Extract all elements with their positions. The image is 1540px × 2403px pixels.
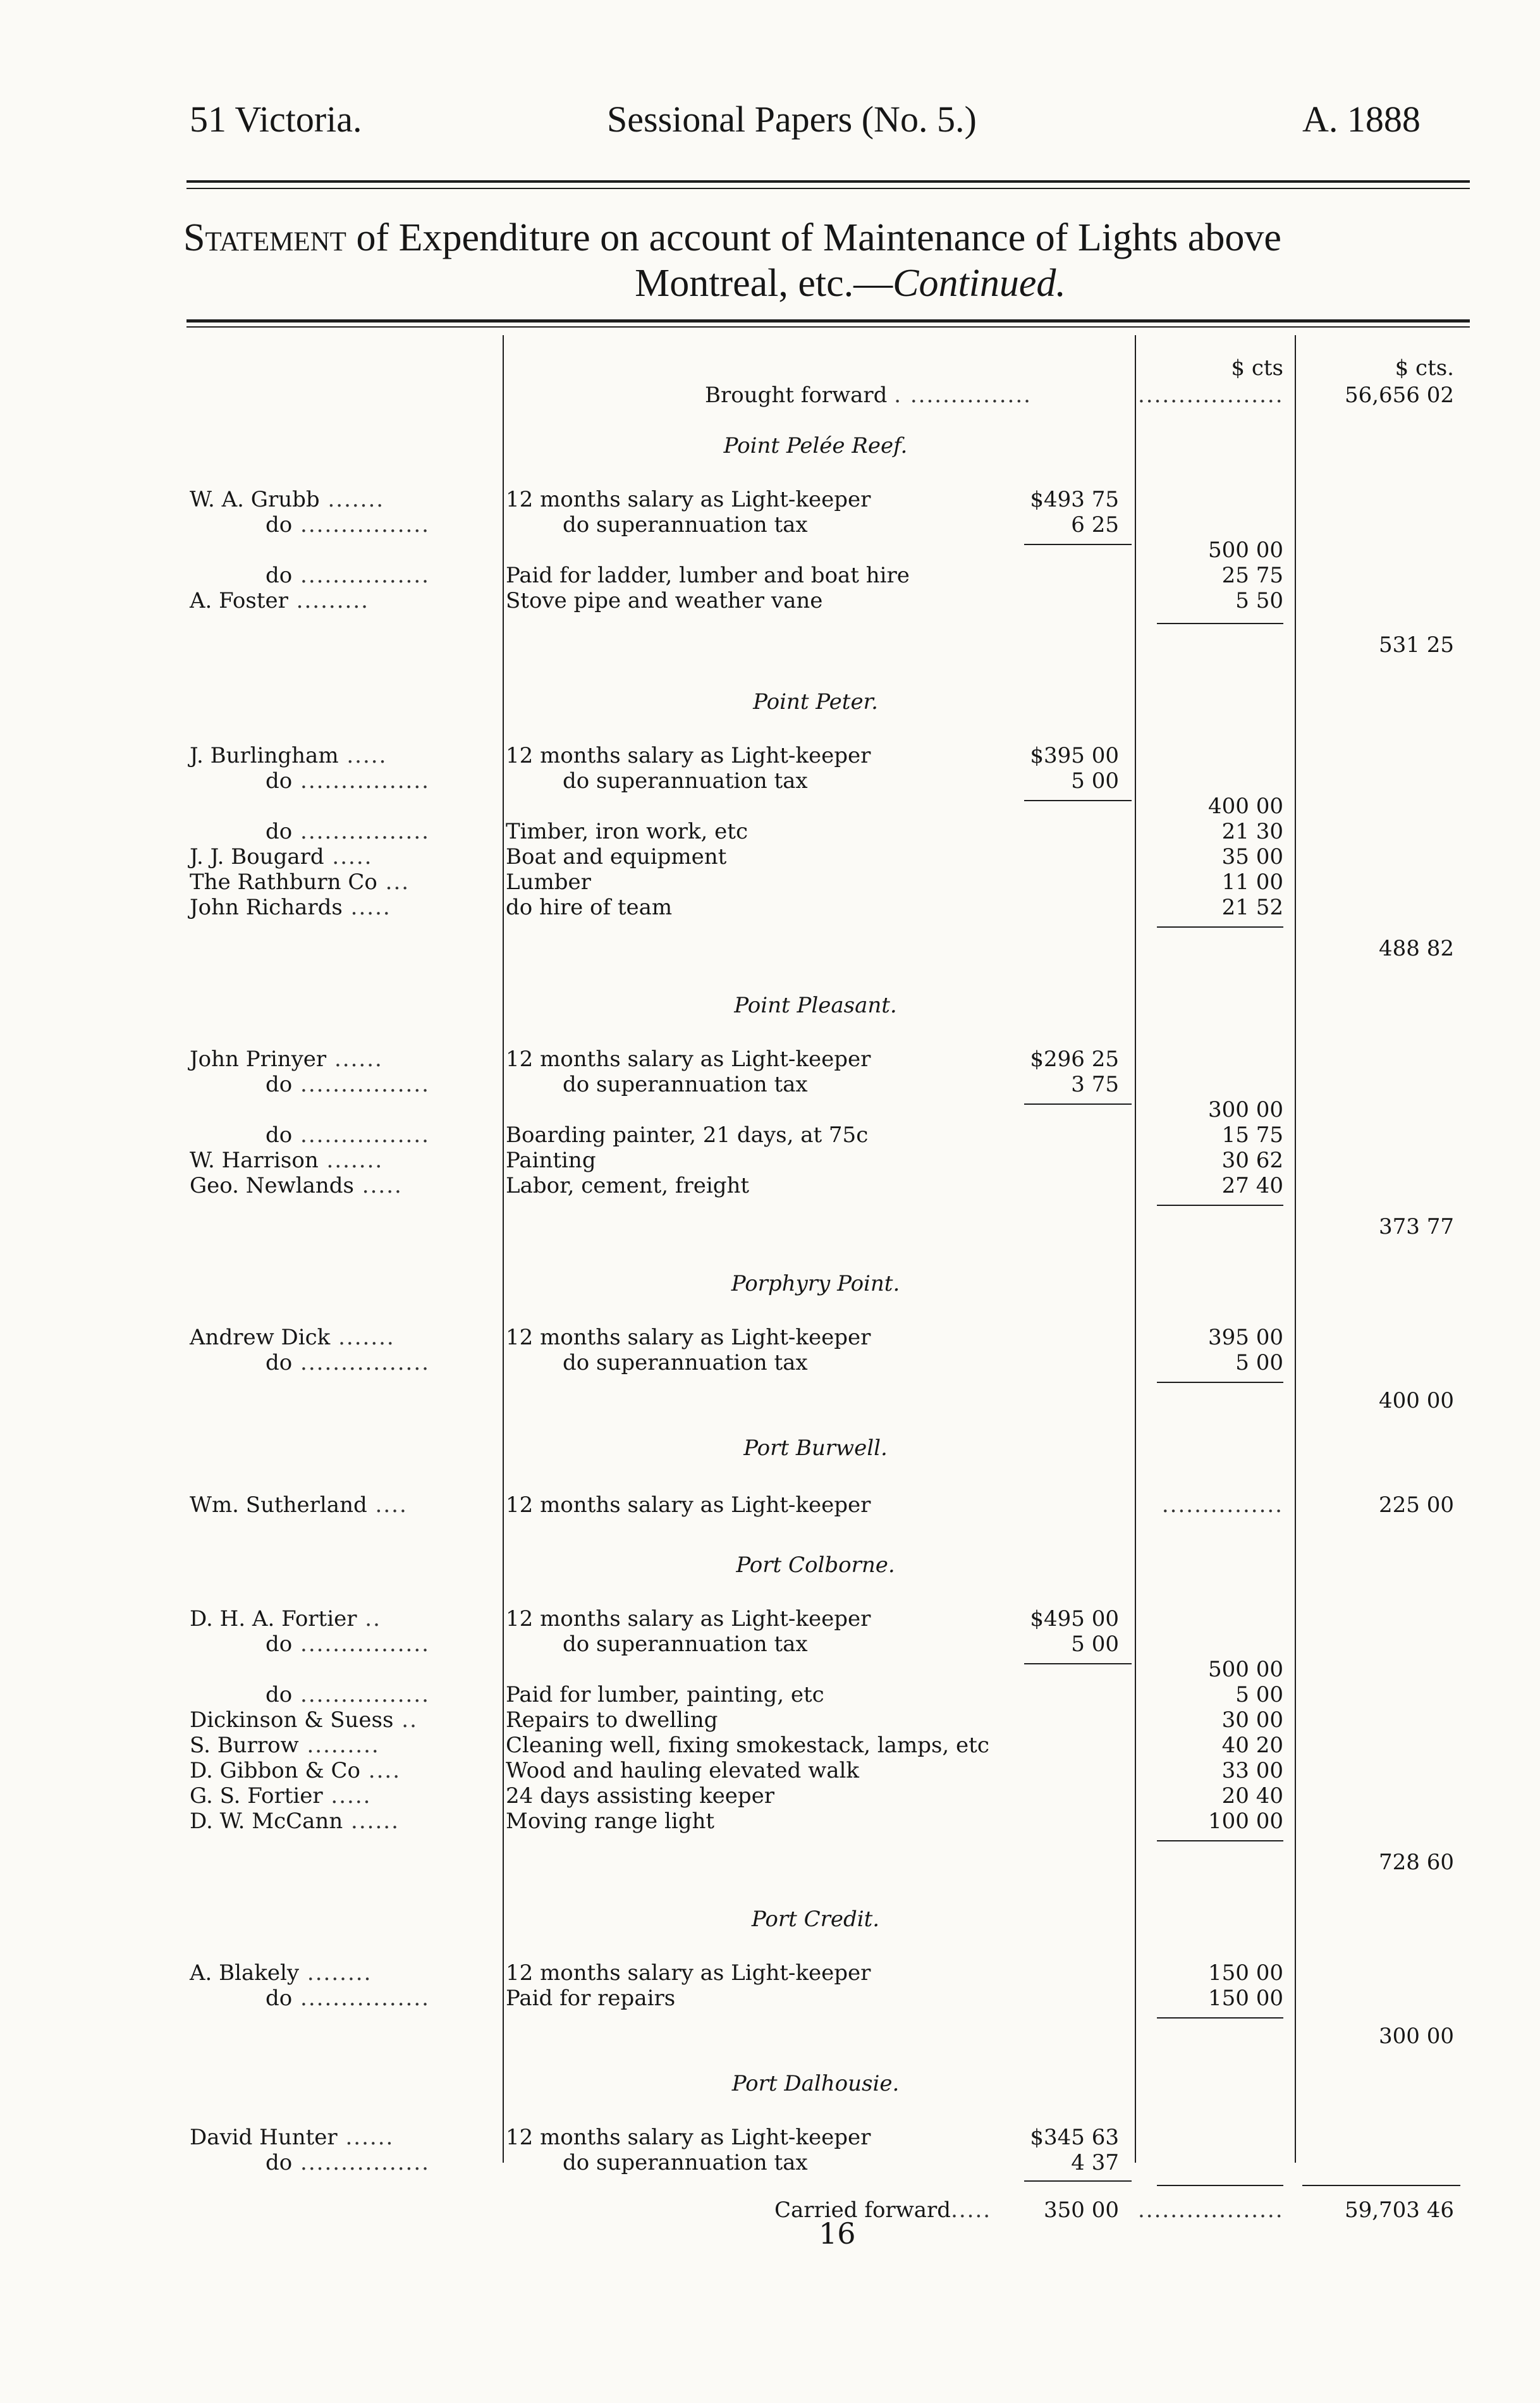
dot-leader: ..... bbox=[338, 743, 388, 768]
header-series: Sessional Papers (No. 5.) bbox=[607, 99, 977, 140]
section-rule bbox=[1157, 1840, 1283, 1841]
section-title-porphyry-point: Porphyry Point. bbox=[731, 1271, 900, 1296]
section-title-port-credit: Port Credit. bbox=[751, 1907, 880, 1932]
expense-description: 12 months salary as Light-keeper bbox=[506, 1492, 871, 1518]
section-rule bbox=[1157, 1382, 1283, 1383]
dot-leader: .. bbox=[393, 1707, 418, 1733]
expense-amount: 40 20 bbox=[1221, 1733, 1283, 1758]
expense-amount: 100 00 bbox=[1208, 1809, 1283, 1834]
amount-rule bbox=[1157, 2185, 1283, 2186]
total-rule bbox=[1302, 2185, 1460, 2186]
expense-description: 12 months salary as Light-keeper bbox=[506, 743, 871, 768]
expense-description: Cleaning well, fixing smokestack, lamps, etc bbox=[506, 1733, 989, 1758]
expense-description: do hire of team bbox=[506, 895, 673, 920]
payee-name: S. Burrow ......... bbox=[190, 1733, 380, 1758]
header-volume: 51 Victoria. bbox=[190, 99, 362, 140]
subtotal-rule bbox=[1024, 2180, 1132, 2182]
payee-name: W. Harrison ....... bbox=[190, 1148, 384, 1173]
payee-name: John Richards ..... bbox=[190, 895, 391, 920]
net-salary-amount: 500 00 bbox=[1208, 1657, 1283, 1682]
expense-amount: 33 00 bbox=[1221, 1758, 1283, 1783]
dot-leader: ....... bbox=[318, 1148, 384, 1173]
dot-leader: ................ bbox=[292, 563, 430, 588]
expense-description: 24 days assisting keeper bbox=[506, 1783, 775, 1809]
expense-amount: 21 30 bbox=[1221, 819, 1283, 844]
payee-name-ditto: do ................ bbox=[266, 1986, 430, 2011]
payee-name: Dickinson & Suess .. bbox=[190, 1707, 418, 1733]
expense-description: do superannuation tax bbox=[563, 512, 808, 538]
subtotal-value: 5 00 bbox=[1071, 1632, 1119, 1657]
payee-name: A. Blakely ........ bbox=[190, 1960, 372, 1986]
expense-amount: 5 00 bbox=[1235, 1682, 1283, 1707]
title-line2: Montreal, etc.— bbox=[635, 262, 893, 305]
expense-description: Repairs to dwelling bbox=[506, 1707, 718, 1733]
expense-description: Paid for ladder, lumber and boat hire bbox=[506, 563, 910, 588]
table-top-rule bbox=[186, 319, 1470, 323]
payee-name: W. A. Grubb ....... bbox=[190, 487, 385, 512]
carried-forward-subtotal: 350 00 bbox=[1044, 2197, 1119, 2223]
payee-name: John Prinyer ...... bbox=[190, 1047, 383, 1072]
header-rule-bottom bbox=[186, 188, 1470, 189]
payee-name: D. W. McCann ...... bbox=[190, 1809, 400, 1834]
dot-leader: ....... bbox=[330, 1325, 395, 1350]
section-total: 488 82 bbox=[1379, 936, 1454, 961]
column-divider-desc bbox=[503, 335, 504, 2163]
table-top-rule-thin bbox=[186, 326, 1470, 328]
section-total: 373 77 bbox=[1379, 1214, 1454, 1239]
expense-amount: 11 00 bbox=[1221, 870, 1283, 895]
expense-description: do superannuation tax bbox=[563, 1072, 808, 1097]
subtotal-value: 6 25 bbox=[1071, 512, 1119, 538]
dot-leader: ................ bbox=[292, 1986, 430, 2011]
dot-leader: ..... bbox=[342, 895, 391, 920]
expense-description: 12 months salary as Light-keeper bbox=[506, 1047, 871, 1072]
expense-description: Wood and hauling elevated walk bbox=[506, 1758, 859, 1783]
subtotal-value: $296 25 bbox=[1030, 1047, 1119, 1072]
payee-name: Wm. Sutherland .... bbox=[190, 1492, 408, 1518]
expense-amount: 15 75 bbox=[1221, 1122, 1283, 1148]
payee-name: D. H. A. Fortier .. bbox=[190, 1606, 381, 1632]
dot-leader: ................ bbox=[292, 1682, 430, 1707]
expense-amount: 25 75 bbox=[1221, 563, 1283, 588]
payee-name-ditto: do ................ bbox=[266, 1122, 430, 1148]
dot-leader: ..... bbox=[322, 1783, 372, 1809]
section-title-port-burwell: Port Burwell. bbox=[743, 1435, 888, 1461]
section-total: 225 00 bbox=[1379, 1492, 1454, 1518]
amount-leader: ............... bbox=[1161, 1492, 1283, 1518]
section-title-port-colborne: Port Colborne. bbox=[736, 1552, 895, 1578]
header-rule-top bbox=[186, 180, 1470, 183]
section-rule bbox=[1157, 623, 1283, 624]
title-continued: Continued. bbox=[893, 262, 1066, 305]
subtotal-value: $395 00 bbox=[1030, 743, 1119, 768]
payee-name: G. S. Fortier ..... bbox=[190, 1783, 372, 1809]
payee-name: The Rathburn Co ... bbox=[190, 870, 410, 895]
subtotal-value: 5 00 bbox=[1071, 768, 1119, 794]
payee-name-ditto: do ................ bbox=[266, 768, 430, 794]
expense-amount: 21 52 bbox=[1221, 895, 1283, 920]
expense-description: Lumber bbox=[506, 870, 591, 895]
carried-forward-leader: .................. bbox=[1138, 2197, 1284, 2223]
payee-name: Geo. Newlands ..... bbox=[190, 1173, 403, 1198]
expense-amount: 5 00 bbox=[1235, 1350, 1283, 1375]
expense-amount: 20 40 bbox=[1221, 1783, 1283, 1809]
dot-leader: ................ bbox=[292, 2150, 430, 2175]
dot-leader: ...... bbox=[326, 1047, 383, 1072]
expense-description: do superannuation tax bbox=[563, 768, 808, 794]
dot-leader: ................ bbox=[292, 819, 430, 844]
payee-name: J. Burlingham ..... bbox=[190, 743, 388, 768]
column-header-amount: $ cts bbox=[1231, 355, 1283, 381]
section-total: 400 00 bbox=[1379, 1388, 1454, 1413]
subtotal-rule bbox=[1024, 800, 1132, 801]
subtotal-value: $495 00 bbox=[1030, 1606, 1119, 1632]
payee-name-ditto: do ................ bbox=[266, 1632, 430, 1657]
expense-description: Boarding painter, 21 days, at 75c bbox=[506, 1122, 869, 1148]
expense-description: do superannuation tax bbox=[563, 1350, 808, 1375]
dot-leader: ................ bbox=[292, 1122, 430, 1148]
expense-amount: 5 50 bbox=[1235, 588, 1283, 613]
payee-name-ditto: do ................ bbox=[266, 2150, 430, 2175]
header-year: A. 1888 bbox=[1302, 99, 1421, 140]
brought-forward-total: 56,656 02 bbox=[1344, 383, 1454, 408]
carried-forward-label: Carried forward..... bbox=[774, 2197, 992, 2223]
expense-description: 12 months salary as Light-keeper bbox=[506, 1606, 871, 1632]
section-title-point-pleasant: Point Pleasant. bbox=[734, 993, 897, 1018]
expense-description: Boat and equipment bbox=[506, 844, 727, 870]
dot-leader: ................ bbox=[292, 768, 430, 794]
payee-name: J. J. Bougard ..... bbox=[190, 844, 373, 870]
subtotal-rule bbox=[1024, 1663, 1132, 1664]
dot-leader: ................ bbox=[292, 512, 430, 538]
title-line1: of Expenditure on account of Maintenance of Lights above bbox=[346, 216, 1281, 259]
payee-name-ditto: do ................ bbox=[266, 819, 430, 844]
section-rule bbox=[1157, 2017, 1283, 2019]
dot-leader: .. bbox=[357, 1606, 381, 1632]
dot-leader: .... bbox=[367, 1492, 408, 1518]
payee-name-ditto: do ................ bbox=[266, 1072, 430, 1097]
expense-description: 12 months salary as Light-keeper bbox=[506, 2125, 871, 2150]
section-total: 531 25 bbox=[1379, 632, 1454, 658]
dot-leader: ..... bbox=[324, 844, 373, 870]
dot-leader: ................ bbox=[292, 1072, 430, 1097]
subtotal-value: $493 75 bbox=[1030, 487, 1119, 512]
payee-name: David Hunter ...... bbox=[190, 2125, 394, 2150]
expense-description: 12 months salary as Light-keeper bbox=[506, 1325, 871, 1350]
section-rule bbox=[1157, 1205, 1283, 1206]
dot-leader: ..... bbox=[354, 1173, 403, 1198]
column-divider-total bbox=[1295, 335, 1296, 2163]
section-title-point-pelee-reef: Point Pelée Reef. bbox=[723, 433, 908, 458]
section-total: 300 00 bbox=[1379, 2024, 1454, 2049]
dot-leader: ...... bbox=[337, 2125, 394, 2150]
section-title-point-peter: Point Peter. bbox=[753, 689, 878, 715]
carried-forward-total: 59,703 46 bbox=[1344, 2197, 1454, 2223]
expense-amount: 35 00 bbox=[1221, 844, 1283, 870]
dot-leader: ........ bbox=[299, 1960, 372, 1986]
expense-amount: 27 40 bbox=[1221, 1173, 1283, 1198]
dot-leader: ................ bbox=[292, 1350, 430, 1375]
dot-leader: ...... bbox=[343, 1809, 400, 1834]
expense-description: do superannuation tax bbox=[563, 2150, 808, 2175]
net-salary-amount: 300 00 bbox=[1208, 1097, 1283, 1122]
payee-name-ditto: do ................ bbox=[266, 563, 430, 588]
subtotal-value: $345 63 bbox=[1030, 2125, 1119, 2150]
subtotal-rule bbox=[1024, 544, 1132, 545]
column-header-total: $ cts. bbox=[1395, 355, 1454, 381]
expense-description: Paid for repairs bbox=[506, 1986, 676, 2011]
expense-description: Timber, iron work, etc bbox=[506, 819, 748, 844]
column-divider-amount bbox=[1135, 335, 1136, 2163]
expense-description: 12 months salary as Light-keeper bbox=[506, 1960, 871, 1986]
expense-amount: 150 00 bbox=[1208, 1960, 1283, 1986]
expense-amount: 150 00 bbox=[1208, 1986, 1283, 2011]
dot-leader: ... bbox=[377, 870, 410, 895]
subtotal-value: 4 37 bbox=[1071, 2150, 1119, 2175]
brought-forward-label: Brought forward . ............... bbox=[705, 383, 1032, 408]
payee-name-ditto: do ................ bbox=[266, 512, 430, 538]
dot-leader: ......... bbox=[288, 588, 369, 613]
brought-forward-leader: .................. bbox=[1138, 383, 1284, 408]
subtotal-rule bbox=[1024, 1103, 1132, 1105]
subtotal-value: 3 75 bbox=[1071, 1072, 1119, 1097]
net-salary-amount: 500 00 bbox=[1208, 538, 1283, 563]
payee-name-ditto: do ................ bbox=[266, 1350, 430, 1375]
section-total: 728 60 bbox=[1379, 1850, 1454, 1875]
expense-amount: 30 00 bbox=[1221, 1707, 1283, 1733]
statement-title bbox=[183, 215, 1467, 306]
expense-description: Paid for lumber, painting, etc bbox=[506, 1682, 824, 1707]
dot-leader: ......... bbox=[298, 1733, 380, 1758]
dot-leader: .... bbox=[360, 1758, 401, 1783]
title-statement-word: Statement bbox=[183, 216, 346, 259]
payee-name: D. Gibbon & Co .... bbox=[190, 1758, 401, 1783]
dot-leader: ................ bbox=[292, 1632, 430, 1657]
expense-description: 12 months salary as Light-keeper bbox=[506, 487, 871, 512]
dot-leader: ....... bbox=[319, 487, 385, 512]
expense-description: do superannuation tax bbox=[563, 1632, 808, 1657]
expense-description: Stove pipe and weather vane bbox=[506, 588, 823, 613]
expense-description: Moving range light bbox=[506, 1809, 715, 1834]
expense-amount: 30 62 bbox=[1221, 1148, 1283, 1173]
expense-description: Labor, cement, freight bbox=[506, 1173, 750, 1198]
payee-name: Andrew Dick ....... bbox=[190, 1325, 395, 1350]
section-title-port-dalhousie: Port Dalhousie. bbox=[731, 2071, 900, 2096]
section-rule bbox=[1157, 926, 1283, 928]
expense-description: Painting bbox=[506, 1148, 596, 1173]
payee-name: A. Foster ......... bbox=[190, 588, 369, 613]
expense-amount: 395 00 bbox=[1208, 1325, 1283, 1350]
page-number: 16 bbox=[819, 2216, 856, 2251]
payee-name-ditto: do ................ bbox=[266, 1682, 430, 1707]
net-salary-amount: 400 00 bbox=[1208, 794, 1283, 819]
